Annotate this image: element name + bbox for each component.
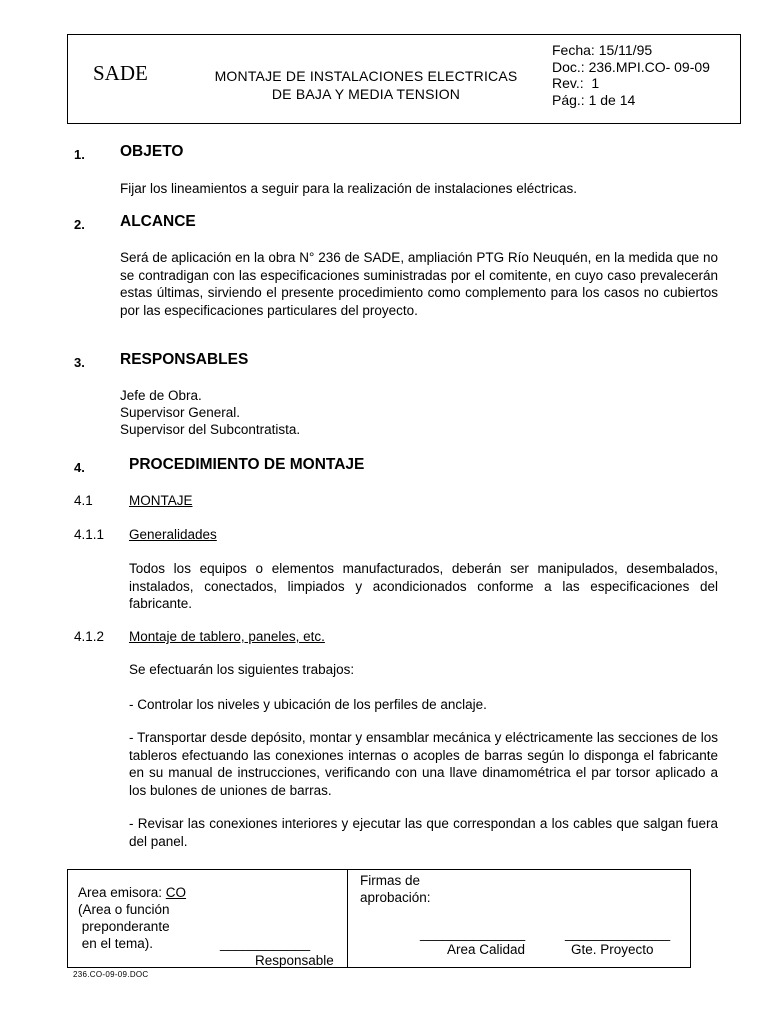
area-note: preponderante — [78, 919, 170, 934]
section-4-title: PROCEDIMIENTO DE MONTAJE — [129, 456, 365, 473]
subsection-4-1-2-intro: Se efectuarán los siguientes trabajos: — [129, 662, 355, 677]
responsable-signature-line: ____________ — [220, 936, 311, 951]
task-item: - Controlar los niveles y ubicación de los perfiles de anclaje. — [129, 697, 487, 712]
section-3-number: 3. — [74, 355, 85, 370]
firmas-label: aprobación: — [360, 890, 431, 905]
area-emisora-value: CO — [165, 885, 187, 900]
document-title — [196, 67, 536, 103]
firmas-label: Firmas de — [360, 873, 421, 888]
section-1-number: 1. — [74, 147, 85, 162]
subsection-4-1-title: MONTAJE — [129, 493, 193, 508]
meta-doc: Doc.: 236.MPI.CO- 09-09 — [552, 58, 710, 75]
area-note: (Area o función — [78, 902, 170, 917]
calidad-signature-line: ______________ — [420, 926, 526, 941]
area-note: en el tema). — [78, 936, 154, 951]
title-line-2: DE BAJA Y MEDIA TENSION — [271, 86, 461, 102]
approval-divider — [347, 869, 348, 968]
responsable-item: Supervisor General. — [120, 405, 241, 420]
responsable-item: Supervisor del Subcontratista. — [120, 422, 301, 437]
document-meta — [552, 42, 710, 108]
section-2-number: 2. — [74, 217, 85, 232]
area-emisora — [78, 884, 186, 901]
company-name: SADE — [93, 61, 148, 85]
subsection-4-1-number: 4.1 — [74, 493, 93, 508]
meta-rev: Rev.: 1 — [552, 75, 600, 91]
section-3-title: RESPONSABLES — [120, 351, 249, 368]
section-1-text: Fijar los lineamientos a seguir para la realización de instalaciones eléctricas. — [120, 181, 577, 196]
section-2-title: ALCANCE — [120, 213, 196, 230]
responsable-label: Responsable — [255, 953, 334, 968]
task-item: - Revisar las conexiones interiores y ejecutar las que correspondan a los cables que salgan fuera del panel. — [129, 816, 718, 849]
section-2-text: Será de aplicación en la obra N° 236 de SADE, ampliación PTG Río Neuquén, en la medida que no se contradigan con las especificaciones suministradas por el comitente, en cuyo caso prevalecerán estas últimas, sirviendo el presente procedimiento como complemento para los casos no cubiertos por las especificaciones particulares del proyecto. — [120, 250, 718, 318]
subsection-4-1-2-title: Montaje de tablero, paneles, etc. — [129, 629, 325, 644]
section-1-title: OBJETO — [120, 143, 184, 160]
responsable-item: Jefe de Obra. — [120, 388, 202, 403]
gte-proyecto-label: Gte. Proyecto — [571, 942, 654, 957]
task-item: - Transportar desde depósito, montar y ensamblar mecánica y eléctricamente las secciones de los tableros efectuando las conexiones internas o acoples de barras según lo disponga el fabricante en su manual de instrucciones, verificando con una llave dinamométrica el par torsor aplicado a los bulones de uniones de barras. — [129, 730, 718, 798]
meta-fecha: Fecha: 15/11/95 — [552, 42, 653, 58]
meta-pag: Pág.: 1 de 14 — [552, 91, 636, 108]
subsection-4-1-1-number: 4.1.1 — [74, 527, 105, 542]
area-emisora-label: Area emisora: — [78, 885, 166, 900]
title-line-1: MONTAJE DE INSTALACIONES ELECTRICAS — [214, 68, 518, 84]
area-calidad-label: Area Calidad — [447, 942, 526, 957]
file-name: 236.CO-09-09.DOC — [73, 970, 149, 979]
subsection-4-1-1-text: Todos los equipos o elementos manufacturados, deberán ser manipulados, desembalados, instalados, conectados, limpiados y acondicionados conforme a las especificaciones del fabricante. — [129, 561, 718, 611]
subsection-4-1-1-title: Generalidades — [129, 527, 217, 542]
subsection-4-1-2-number: 4.1.2 — [74, 629, 105, 644]
section-4-number: 4. — [74, 460, 85, 475]
proyecto-signature-line: ______________ — [565, 926, 671, 941]
